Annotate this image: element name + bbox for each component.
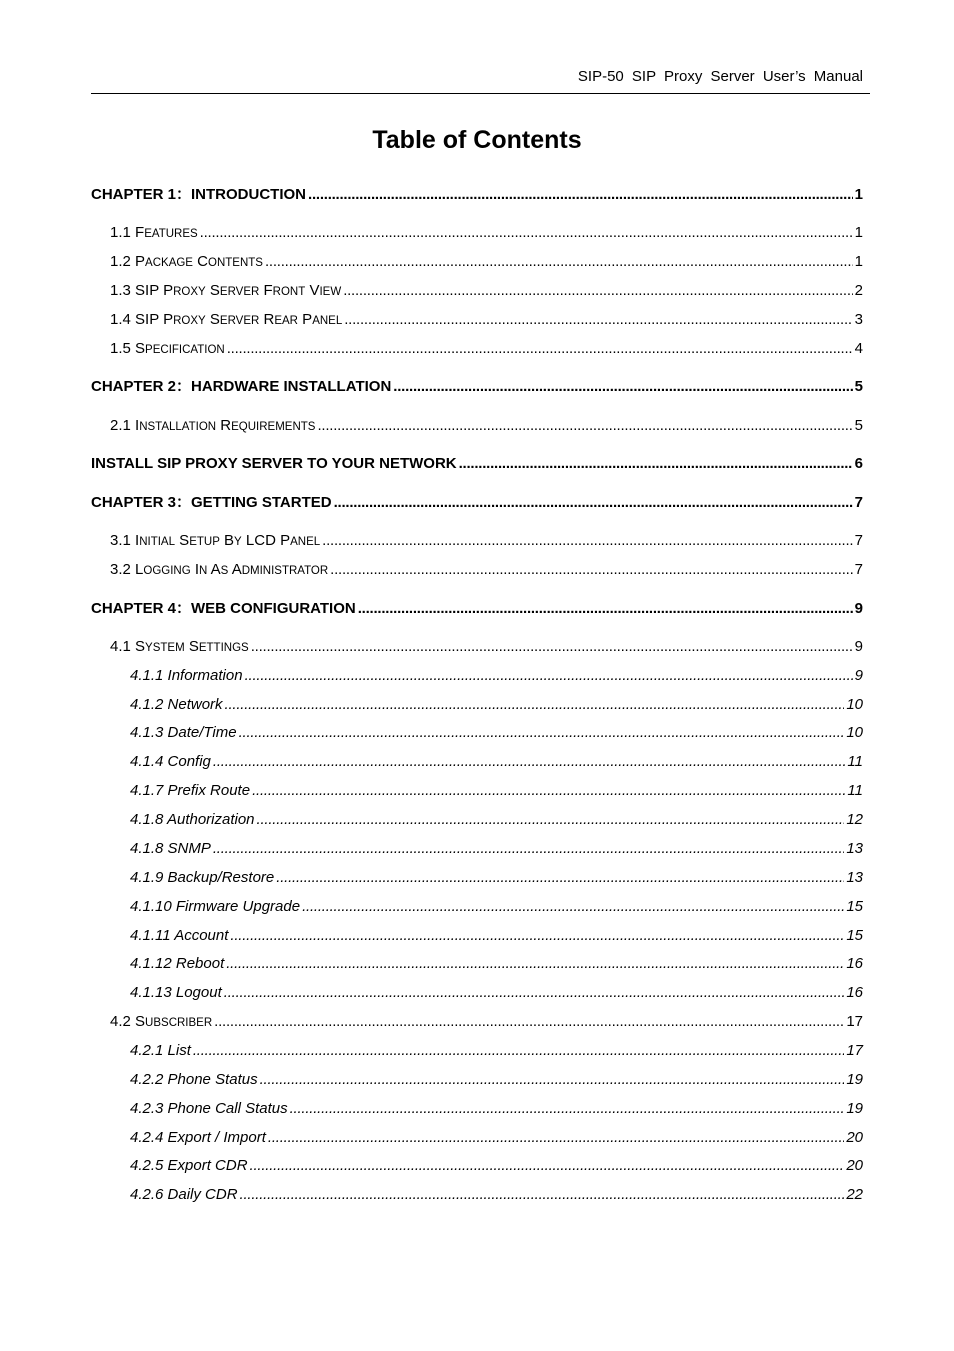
toc-entry-label: 4.1.7 Prefix Route bbox=[130, 782, 251, 799]
toc-entry-label: 1.1 FEATURES bbox=[110, 224, 198, 241]
toc-entry-label: CHAPTER 3：GETTING STARTED bbox=[91, 494, 332, 511]
toc-entry-chapter[interactable] bbox=[91, 185, 863, 205]
toc-entry-section[interactable] bbox=[110, 339, 863, 359]
toc-entry-label: 4.1 SYSTEM SETTINGS bbox=[110, 638, 249, 655]
dot-leader bbox=[193, 1041, 844, 1061]
dot-leader bbox=[240, 1185, 845, 1205]
toc-entry-page: 4 bbox=[854, 340, 863, 357]
toc-entry-page: 16 bbox=[846, 955, 863, 972]
toc-entry-page: 15 bbox=[846, 927, 863, 944]
dot-leader bbox=[225, 695, 845, 715]
dot-leader bbox=[330, 560, 852, 580]
toc-entry-page: 13 bbox=[846, 869, 863, 886]
running-header: SIP-50 SIP Proxy Server User’s Manual bbox=[577, 68, 863, 85]
toc-entry-label: 1.3 SIP PROXY SERVER FRONT VIEW bbox=[110, 282, 342, 299]
dot-leader bbox=[393, 377, 852, 397]
toc-entry-label: 4.1.13 Logout bbox=[130, 984, 222, 1001]
dot-leader bbox=[260, 1070, 845, 1090]
toc-entry-label: 1.2 PACKAGE CONTENTS bbox=[110, 253, 263, 270]
toc-entry-section[interactable] bbox=[110, 560, 863, 580]
toc-entry-section[interactable] bbox=[110, 637, 863, 657]
toc-entry-section[interactable] bbox=[110, 281, 863, 301]
toc-entry-section[interactable] bbox=[110, 223, 863, 243]
toc-entry-label: CHAPTER 1：INTRODUCTION bbox=[91, 186, 307, 203]
toc-entry-section[interactable] bbox=[110, 310, 863, 330]
toc-entry-page: 6 bbox=[854, 455, 863, 472]
toc-entry-sub[interactable] bbox=[130, 926, 863, 946]
toc-entry-label: INSTALL SIP PROXY SERVER TO YOUR NETWORK bbox=[91, 455, 457, 472]
toc-entry-sub[interactable] bbox=[130, 723, 863, 743]
dot-leader bbox=[213, 752, 846, 772]
toc-entry-page: 11 bbox=[847, 782, 863, 799]
toc-entry-section[interactable] bbox=[110, 1012, 863, 1032]
toc-entry-sub[interactable] bbox=[130, 752, 863, 772]
dot-leader bbox=[268, 1128, 844, 1148]
toc-entry-chapter[interactable] bbox=[91, 454, 863, 474]
toc-entry-sub[interactable] bbox=[130, 695, 863, 715]
toc-entry-page: 7 bbox=[854, 561, 863, 578]
toc-entry-sub[interactable] bbox=[130, 983, 863, 1003]
toc-entry-label: 4.2.5 Export CDR bbox=[130, 1157, 248, 1174]
toc-entry-page: 17 bbox=[846, 1013, 863, 1030]
toc-entry-label: 4.1.3 Date/Time bbox=[130, 724, 237, 741]
toc-entry-page: 15 bbox=[846, 898, 863, 915]
toc-entry-sub[interactable] bbox=[130, 781, 863, 801]
toc-entry-label: 4.2.3 Phone Call Status bbox=[130, 1100, 288, 1117]
toc-entry-page: 1 bbox=[854, 186, 863, 203]
toc-entry-label: 4.1.9 Backup/Restore bbox=[130, 869, 275, 886]
toc-entry-label: CHAPTER 2：HARDWARE INSTALLATION bbox=[91, 378, 392, 395]
dot-leader bbox=[290, 1099, 845, 1119]
toc-entry-sub[interactable] bbox=[130, 839, 863, 859]
dot-leader bbox=[252, 781, 845, 801]
toc-entry-sub[interactable] bbox=[130, 1070, 863, 1090]
dot-leader bbox=[239, 723, 845, 743]
toc-entry-page: 11 bbox=[847, 753, 863, 770]
dot-leader bbox=[358, 599, 853, 619]
toc-entry-page: 3 bbox=[854, 311, 863, 328]
toc-entry-label: 4.1.8 Authorization bbox=[130, 811, 255, 828]
toc-entry-chapter[interactable] bbox=[91, 377, 863, 397]
toc-entry-page: 12 bbox=[846, 811, 863, 828]
toc-entry-sub[interactable] bbox=[130, 810, 863, 830]
toc-entry-section[interactable] bbox=[110, 252, 863, 272]
dot-leader bbox=[265, 252, 853, 272]
page-title: Table of Contents bbox=[372, 126, 582, 154]
toc-entry-sub[interactable] bbox=[130, 1156, 863, 1176]
toc-entry-page: 1 bbox=[854, 224, 863, 241]
toc-entry-sub[interactable] bbox=[130, 1185, 863, 1205]
toc-entry-page: 20 bbox=[846, 1157, 863, 1174]
dot-leader bbox=[251, 637, 853, 657]
toc-entry-label: 1.4 SIP PROXY SERVER REAR PANEL bbox=[110, 311, 343, 328]
dot-leader bbox=[334, 493, 853, 513]
toc-entry-label: 1.5 SPECIFICATION bbox=[110, 340, 225, 357]
toc-entry-label: 2.1 INSTALLATION REQUIREMENTS bbox=[110, 417, 316, 434]
dot-leader bbox=[224, 983, 845, 1003]
toc-entry-label: 4.2.4 Export / Import bbox=[130, 1129, 266, 1146]
toc-entry-sub[interactable] bbox=[130, 666, 863, 686]
dot-leader bbox=[459, 454, 853, 474]
toc-entry-label: 4.1.8 SNMP bbox=[130, 840, 211, 857]
toc-entry-label: CHAPTER 4：WEB CONFIGURATION bbox=[91, 600, 356, 617]
dot-leader bbox=[302, 897, 844, 917]
toc-entry-sub[interactable] bbox=[130, 897, 863, 917]
toc-entry-chapter[interactable] bbox=[91, 599, 863, 619]
dot-leader bbox=[200, 223, 853, 243]
toc-entry-label: 4.1.4 Config bbox=[130, 753, 211, 770]
toc-entry-label: 4.2.2 Phone Status bbox=[130, 1071, 258, 1088]
toc-entry-page: 22 bbox=[846, 1186, 863, 1203]
toc-entry-page: 10 bbox=[846, 696, 863, 713]
dot-leader bbox=[322, 531, 853, 551]
toc-entry-label: 4.1.10 Firmware Upgrade bbox=[130, 898, 301, 915]
toc-entry-label: 3.1 INITIAL SETUP BY LCD PANEL bbox=[110, 532, 321, 549]
toc-entry-chapter[interactable] bbox=[91, 493, 863, 513]
toc-entry-page: 1 bbox=[854, 253, 863, 270]
dot-leader bbox=[214, 1012, 844, 1032]
toc-entry-label: 4.1.2 Network bbox=[130, 696, 223, 713]
toc-entry-page: 9 bbox=[854, 600, 863, 617]
toc-entry-page: 5 bbox=[854, 417, 863, 434]
toc-entry-page: 7 bbox=[854, 532, 863, 549]
toc-entry-label: 4.1.1 Information bbox=[130, 667, 243, 684]
toc-entry-page: 19 bbox=[846, 1100, 863, 1117]
toc-entry-sub[interactable] bbox=[130, 1041, 863, 1061]
toc-entry-label: 4.1.12 Reboot bbox=[130, 955, 225, 972]
toc-entry-sub[interactable] bbox=[130, 1128, 863, 1148]
toc-entry-page: 17 bbox=[846, 1042, 863, 1059]
toc-entry-page: 10 bbox=[846, 724, 863, 741]
toc-entry-sub[interactable] bbox=[130, 1099, 863, 1119]
toc-entry-page: 7 bbox=[854, 494, 863, 511]
dot-leader bbox=[344, 310, 852, 330]
toc-entry-label: 3.2 LOGGING IN AS ADMINISTRATOR bbox=[110, 561, 329, 578]
dot-leader bbox=[245, 666, 853, 686]
toc-entry-label: 4.2.6 Daily CDR bbox=[130, 1186, 238, 1203]
toc-entry-page: 13 bbox=[846, 840, 863, 857]
toc-entry-page: 2 bbox=[854, 282, 863, 299]
dot-leader bbox=[250, 1156, 845, 1176]
toc-entry-label: 4.2.1 List bbox=[130, 1042, 191, 1059]
dot-leader bbox=[230, 926, 844, 946]
toc-entry-page: 16 bbox=[846, 984, 863, 1001]
dot-leader bbox=[308, 185, 853, 205]
toc-entry-page: 19 bbox=[846, 1071, 863, 1088]
dot-leader bbox=[257, 810, 845, 830]
dot-leader bbox=[226, 954, 844, 974]
toc-entry-label: 4.1.11 Account bbox=[130, 927, 229, 944]
toc-entry-section[interactable] bbox=[110, 531, 863, 551]
toc-entry-page: 9 bbox=[854, 638, 863, 655]
toc-entry-page: 20 bbox=[846, 1129, 863, 1146]
toc-entry-section[interactable] bbox=[110, 416, 863, 436]
toc-entry-sub[interactable] bbox=[130, 954, 863, 974]
dot-leader bbox=[227, 339, 853, 359]
dot-leader bbox=[343, 281, 852, 301]
toc-entry-page: 9 bbox=[854, 667, 863, 684]
dot-leader bbox=[276, 868, 844, 888]
toc-entry-label: 4.2 SUBSCRIBER bbox=[110, 1013, 213, 1030]
dot-leader bbox=[317, 416, 852, 436]
toc-entry-sub[interactable] bbox=[130, 868, 863, 888]
toc-entry-page: 5 bbox=[854, 378, 863, 395]
dot-leader bbox=[213, 839, 844, 859]
